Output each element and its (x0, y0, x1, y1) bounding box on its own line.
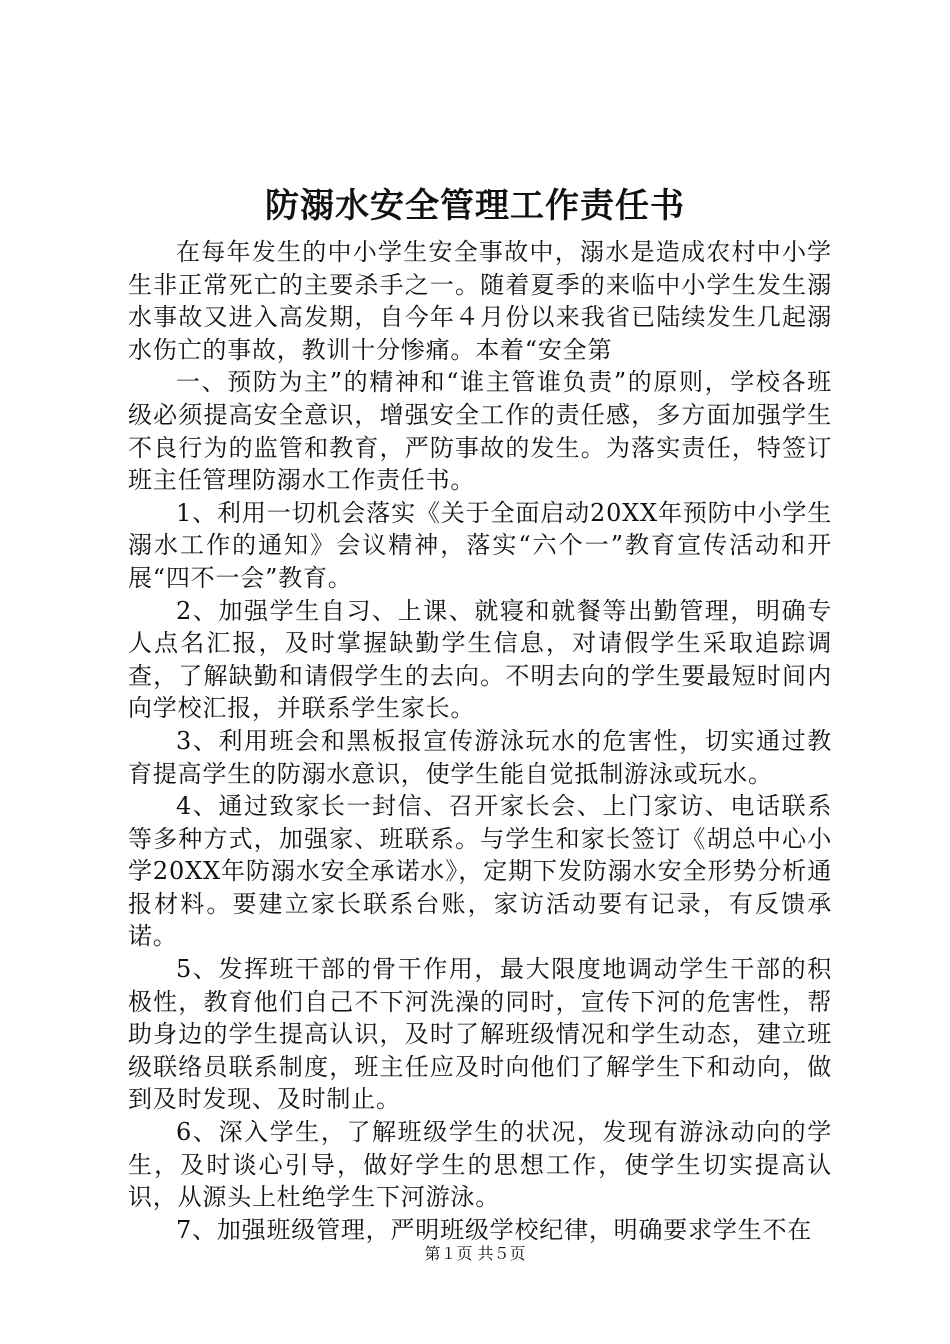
paragraph-item-5: 5、发挥班干部的骨干作用，最大限度地调动学生干部的积极性，教育他们自己不下河洗澡的同时，宣传下河的危害性，帮助身边的学生提高认识，及时了解班级情况和学生动态，建立班级联络员联系制度，班主任应及时向他们了解学生下和动向，做到及时发现、及时制止。 (128, 955, 832, 1114)
page-footer: 第１页 共５页 (424, 1244, 526, 1263)
document-body (128, 236, 832, 1246)
paragraph-intro: 在每年发生的中小学生安全事故中，溺水是造成农村中小学生非正常死亡的主要杀手之一。随着夏季的来临中小学生发生溺水事故又进入高发期，自今年４月份以来我省已陆续发生几起溺水伤亡的事故，教训十分惨痛。本着“安全第 (128, 238, 832, 364)
paragraph-item-6: 6、深入学生，了解班级学生的状况，发现有游泳动向的学生，及时谈心引导，做好学生的思想工作，使学生切实提高认识，从源头上杜绝学生下河游泳。 (128, 1118, 832, 1212)
paragraph-item-4: 4、通过致家长一封信、召开家长会、上门家访、电话联系等多种方式，加强家、班联系。与学生和家长签订《胡总中心小学20XX年防溺水安全承诺水》，定期下发防溺水安全形势分析通报材料。要建立家长联系台账，家访活动要有记录，有反馈承诺。 (128, 792, 832, 951)
paragraph-item-3: 3、利用班会和黑板报宣传游泳玩水的危害性，切实通过教育提高学生的防溺水意识，使学生能自觉抵制游泳或玩水。 (128, 726, 832, 788)
document-title: 防溺水安全管理工作责任书 (265, 186, 685, 226)
paragraph-principle: 一、预防为主”的精神和“谁主管谁负责”的原则，学校各班级必须提高安全意识，增强安全工作的责任感，多方面加强学生不良行为的监管和教育，严防事故的发生。为落实责任，特签订班主任管理防溺水工作责任书。 (128, 368, 832, 495)
paragraph-item-2: 2、加强学生自习、上课、就寝和就餐等出勤管理，明确专人点名汇报，及时掌握缺勤学生信息，对请假学生采取追踪调查，了解缺勤和请假学生的去向。不明去向的学生要最短时间内向学校汇报，并联系学生家长。 (128, 596, 832, 723)
paragraph-item-1: 1、利用一切机会落实《关于全面启动20XX年预防中小学生溺水工作的通知》会议精神，落实“六个一”教育宣传活动和开展“四不一会”教育。 (128, 498, 832, 592)
paragraph-item-7: 7、加强班级管理，严明班级学校纪律，明确要求学生不在 (176, 1215, 813, 1244)
